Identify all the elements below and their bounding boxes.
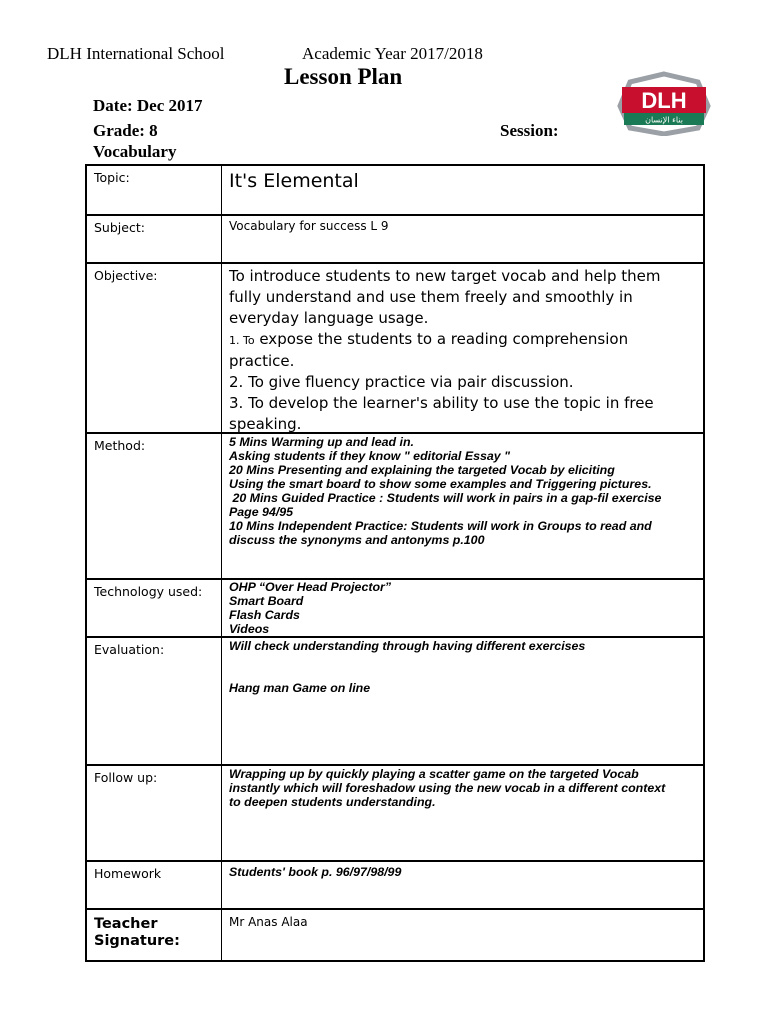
lesson-plan-table [85,164,705,962]
subject-label: Subject: [87,216,222,262]
follow-up-line: Wrapping up by quickly playing a scatter game on the targeted Vocab [229,767,639,781]
school-name: DLH International School [47,44,225,63]
method-line: 20 Mins Guided Practice : Students will work in pairs in a gap-fil exercise [229,491,662,505]
objective-item-3: 3. To develop the learner's ability to use the topic in free speaking. [229,394,654,433]
grade-label: Grade: 8 [93,121,158,140]
subject-heading: Vocabulary [93,142,177,161]
objective-label: Objective: [87,264,222,432]
table-row-subject [87,216,703,264]
technology-item: Videos [229,622,270,636]
topic-value: It's Elemental [229,170,359,192]
method-line: discuss the synonyms and antonyms p.100 [229,533,485,547]
table-row-follow-up [87,766,703,862]
technology-label: Technology used: [87,580,222,636]
table-row-homework [87,862,703,910]
page-title: Lesson Plan [284,64,403,89]
homework-value: Students' book p. 96/97/98/99 [229,865,402,879]
method-line: Using the smart board to show some examples and Triggering pictures. [229,477,652,491]
table-row-teacher [87,910,703,960]
table-row-technology [87,580,703,638]
logo-text: DLH [641,88,687,113]
objective-item-1: 1. To expose the students to a reading comprehension practice. [229,330,629,370]
method-label: Method: [87,434,222,578]
technology-item: Flash Cards [229,608,300,622]
method-line: 20 Mins Presenting and explaining the targeted Vocab by eliciting [229,463,615,477]
subject-value: Vocabulary for success L 9 [229,219,389,233]
school-logo [612,70,716,136]
table-row-evaluation [87,638,703,766]
lesson-date: Date: Dec 2017 [93,96,203,115]
table-row-method [87,434,703,580]
evaluation-label: Evaluation: [87,638,222,764]
homework-label: Homework [87,862,222,908]
technology-item: Smart Board [229,594,304,608]
logo-arabic-text: بناء الإنسان [645,115,683,125]
follow-up-line: to deepen students understanding. [229,795,436,809]
technology-item: OHP “Over Head Projector” [229,580,392,594]
method-line: Page 94/95 [229,505,294,519]
teacher-signature-label: Teacher Signature: [87,910,222,960]
method-line: 10 Mins Independent Practice: Students will work in Groups to read and [229,519,652,533]
evaluation-line-2: Hang man Game on line [229,681,371,695]
table-row-topic [87,166,703,216]
objective-item-2: 2. To give fluency practice via pair discussion. [229,373,574,391]
follow-up-line: instantly which will foreshadow using the new vocab in a different context [229,781,666,795]
follow-up-label: Follow up: [87,766,222,860]
teacher-name: Mr Anas Alaa [229,915,308,929]
objective-intro: To introduce students to new target vocab and help them fully understand and use them freely and smoothly in everyday language usage. [229,267,661,327]
academic-year: Academic Year 2017/2018 [302,44,483,63]
session-label: Session: [500,121,559,140]
table-row-objective [87,264,703,434]
topic-label: Topic: [87,166,222,214]
evaluation-line-1: Will check understanding through having different exercises [229,639,586,653]
method-line: 5 Mins Warming up and lead in. [229,435,414,449]
method-line: Asking students if they know " editorial Essay " [229,449,510,463]
